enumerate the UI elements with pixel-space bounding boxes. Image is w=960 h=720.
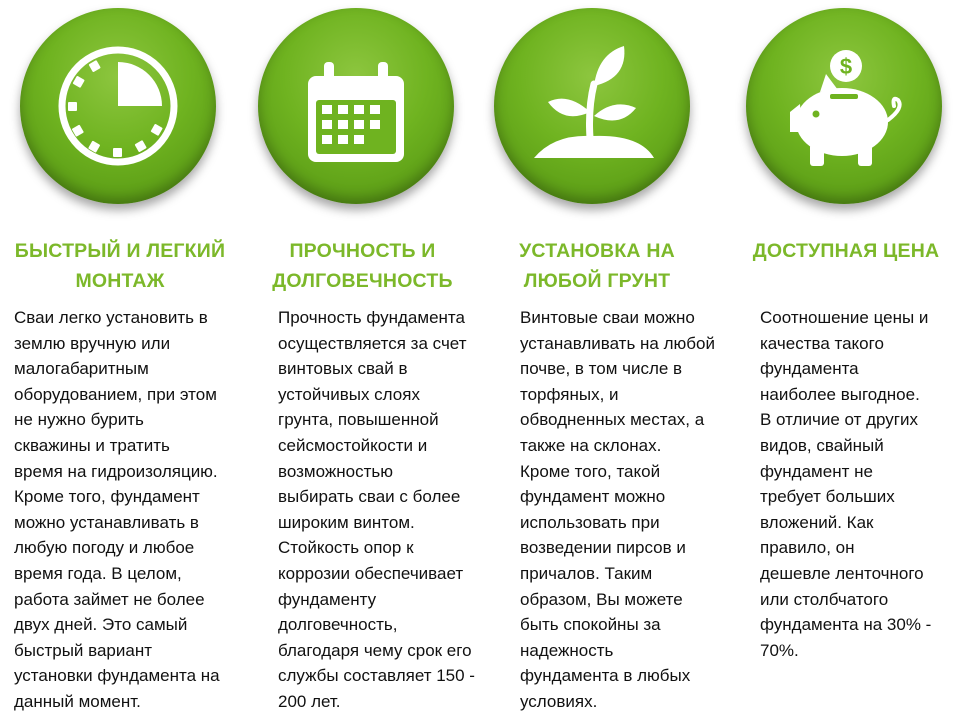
description-line: работа займет не более bbox=[14, 589, 205, 609]
description-line: причалов. Таким bbox=[520, 563, 653, 583]
description-line: наиболее выгодное. bbox=[760, 384, 920, 404]
feature-column-fast-install bbox=[0, 0, 250, 720]
description-line: малогабаритным bbox=[14, 359, 149, 379]
feature-description bbox=[278, 305, 500, 715]
description-line: Соотношение цены и bbox=[760, 308, 929, 327]
description-line: фундаменту bbox=[278, 589, 377, 609]
description-line: время на гидроизоляцию. bbox=[14, 461, 218, 481]
feature-title bbox=[740, 236, 952, 266]
description-line: требует больших bbox=[760, 487, 895, 507]
title-line: МОНТАЖ bbox=[75, 270, 165, 292]
feature-description bbox=[760, 305, 960, 663]
description-line: время года. В целом, bbox=[14, 563, 182, 583]
description-line: осуществляется за счет bbox=[278, 333, 467, 353]
description-line: оборудованием, при этом bbox=[14, 384, 217, 404]
sprout-icon-circle bbox=[494, 8, 690, 204]
feature-description bbox=[520, 305, 740, 715]
description-line: благодаря чему срок его bbox=[278, 640, 472, 660]
description-line: фундамента в любых bbox=[520, 666, 691, 686]
description-line: возможностью bbox=[278, 461, 393, 481]
description-line: винтовых свай в bbox=[278, 359, 408, 379]
description-line: службы составляет 150 - bbox=[278, 666, 475, 686]
description-line: широким винтом. bbox=[278, 512, 415, 532]
description-line: обводненных местах, а bbox=[520, 410, 705, 430]
description-line: правило, он bbox=[760, 538, 855, 558]
description-line: фундамент не bbox=[760, 461, 873, 481]
description-line: быть спокойны за bbox=[520, 615, 661, 635]
description-line: Винтовые сваи можно bbox=[520, 308, 695, 327]
description-line: можно устанавливать в bbox=[14, 512, 199, 532]
feature-column-price bbox=[740, 0, 960, 720]
description-line: грунта, повышенной bbox=[278, 410, 439, 430]
description-line: Прочность фундамента bbox=[278, 308, 465, 327]
description-line: торфяных, и bbox=[520, 384, 619, 404]
sprout-icon bbox=[494, 8, 690, 204]
feature-column-any-soil bbox=[500, 0, 740, 720]
title-line: БЫСТРЫЙ И ЛЕГКИЙ bbox=[14, 240, 226, 262]
description-line: сейсмостойкости и bbox=[278, 435, 428, 455]
description-line: образом, Вы можете bbox=[520, 589, 683, 609]
description-line: данный момент. bbox=[14, 691, 141, 711]
calendar-icon bbox=[258, 8, 454, 204]
description-line: Сваи легко установить в bbox=[14, 308, 208, 327]
svg-text:$: $ bbox=[839, 54, 853, 79]
feature-description bbox=[14, 305, 250, 715]
description-line: вложений. Как bbox=[760, 512, 874, 532]
description-line: качества такого bbox=[760, 333, 884, 353]
description-line: 200 лет. bbox=[278, 691, 341, 711]
feature-title bbox=[0, 236, 240, 296]
description-line: устанавливать на любой bbox=[520, 333, 715, 353]
title-line: ДОЛГОВЕЧНОСТЬ bbox=[272, 270, 453, 292]
description-line: условиях. bbox=[520, 691, 598, 711]
description-line: 70%. bbox=[760, 640, 799, 660]
feature-title bbox=[250, 236, 475, 296]
description-line: надежность bbox=[520, 640, 614, 660]
description-line: землю вручную или bbox=[14, 333, 171, 353]
description-line: В отличие от других bbox=[760, 410, 918, 430]
description-line: почве, в том числе в bbox=[520, 359, 683, 379]
description-line: Кроме того, такой bbox=[520, 461, 661, 481]
description-line: дешевле ленточного bbox=[760, 563, 924, 583]
feature-column-durability bbox=[250, 0, 500, 720]
description-line: выбирать сваи с более bbox=[278, 487, 461, 507]
description-line: устойчивых слоях bbox=[278, 384, 420, 404]
piggy-bank-icon-circle bbox=[746, 8, 942, 204]
piggy-bank-icon bbox=[746, 8, 942, 204]
description-line: фундамент можно bbox=[520, 487, 666, 507]
description-line: Кроме того, фундамент bbox=[14, 487, 200, 507]
calendar-icon-circle bbox=[258, 8, 454, 204]
clock-icon bbox=[20, 8, 216, 204]
title-line: ДОСТУПНАЯ ЦЕНА bbox=[752, 240, 940, 262]
description-line: Стойкость опор к bbox=[278, 538, 414, 558]
title-line: ЛЮБОЙ ГРУНТ bbox=[523, 270, 671, 292]
description-line: или столбчатого bbox=[760, 589, 889, 609]
description-line: фундамента на 30% - bbox=[760, 615, 932, 635]
description-line: видов, свайный bbox=[760, 435, 884, 455]
clock-icon-circle bbox=[20, 8, 216, 204]
feature-title bbox=[500, 236, 694, 296]
description-line: коррозии обеспечивает bbox=[278, 563, 464, 583]
description-line: быстрый вариант bbox=[14, 640, 153, 660]
description-line: также на склонах. bbox=[520, 435, 662, 455]
title-line: УСТАНОВКА НА bbox=[519, 240, 675, 262]
description-line: не нужно бурить bbox=[14, 410, 144, 430]
title-line: ПРОЧНОСТЬ И bbox=[289, 240, 436, 262]
description-line: долговечность, bbox=[278, 615, 398, 635]
description-line: фундамента bbox=[760, 359, 859, 379]
description-line: возведении пирсов и bbox=[520, 538, 686, 558]
description-line: скважины и тратить bbox=[14, 435, 170, 455]
description-line: любую погоду и любое bbox=[14, 538, 195, 558]
description-line: использовать при bbox=[520, 512, 660, 532]
description-line: двух дней. Это самый bbox=[14, 615, 188, 635]
description-line: установки фундамента на bbox=[14, 666, 220, 686]
